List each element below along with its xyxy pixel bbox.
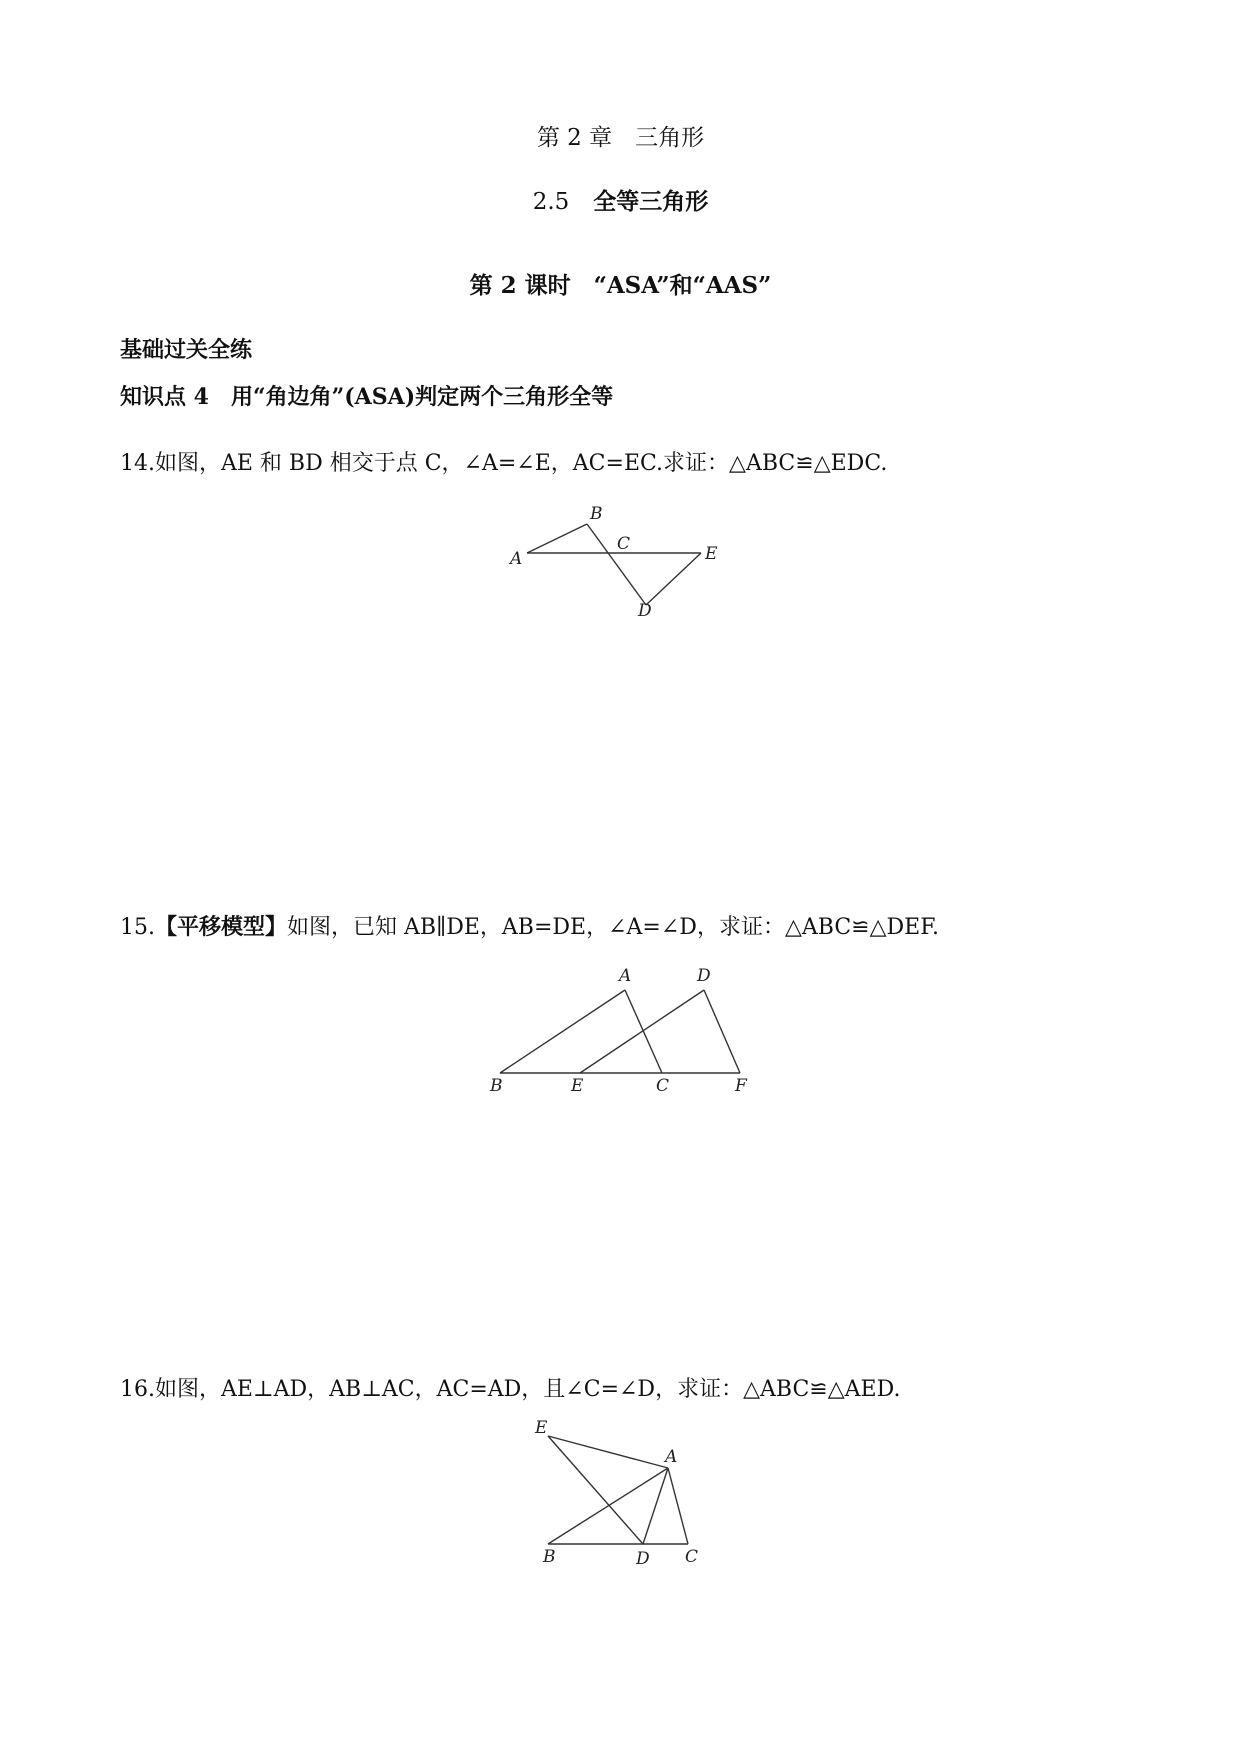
problem-15-number: 15. xyxy=(120,915,155,940)
label-A: A xyxy=(510,549,523,569)
label-C: C xyxy=(656,1076,670,1095)
section-name: 全等三角形 xyxy=(593,188,709,215)
label-E: E xyxy=(535,1418,548,1438)
problem-16-figure xyxy=(525,1410,715,1565)
label-E: E xyxy=(571,1076,584,1095)
section-number: 2.5 xyxy=(532,189,570,215)
problem-15-body: 如图，已知 AB∥DE，AB=DE，∠A=∠D，求证：△ABC≌△DEF. xyxy=(287,915,940,940)
label-B: B xyxy=(490,1076,503,1095)
problem-14-text: 14.如图，AE 和 BD 相交于点 C，∠A=∠E，AC=EC.求证：△ABC≌△EDC. xyxy=(120,451,888,476)
label-B: B xyxy=(543,1547,556,1565)
label-F: F xyxy=(735,1076,747,1095)
problem-15-lines xyxy=(500,990,740,1073)
chapter-title: 第 2 章 三角形 xyxy=(536,125,705,151)
problem-15-tag: 【平移模型】 xyxy=(155,915,288,940)
problem-14-lines xyxy=(527,524,701,605)
label-D: D xyxy=(697,966,711,986)
label-D: D xyxy=(636,1549,650,1565)
label-E: E xyxy=(705,544,718,564)
problem-15-figure xyxy=(480,960,770,1095)
label-B: B xyxy=(590,504,603,524)
section-title xyxy=(0,183,1241,216)
practice-title: 基础过关全练 xyxy=(120,337,253,363)
label-C: C xyxy=(685,1547,699,1565)
label-A: A xyxy=(665,1447,678,1467)
lesson-title: 第 2 课时 “ASA”和“AAS” xyxy=(469,272,772,299)
label-D: D xyxy=(638,601,652,621)
problem-16-text: 16.如图，AE⊥AD，AB⊥AC，AC=AD，且∠C=∠D，求证：△ABC≌△AED. xyxy=(120,1377,901,1402)
label-C: C xyxy=(617,534,631,554)
knowledge-point-heading: 知识点 4 用“角边角”(ASA)判定两个三角形全等 xyxy=(120,384,614,410)
problem-14-figure xyxy=(500,495,740,625)
label-A: A xyxy=(619,966,632,986)
problem-15-text xyxy=(120,910,939,941)
